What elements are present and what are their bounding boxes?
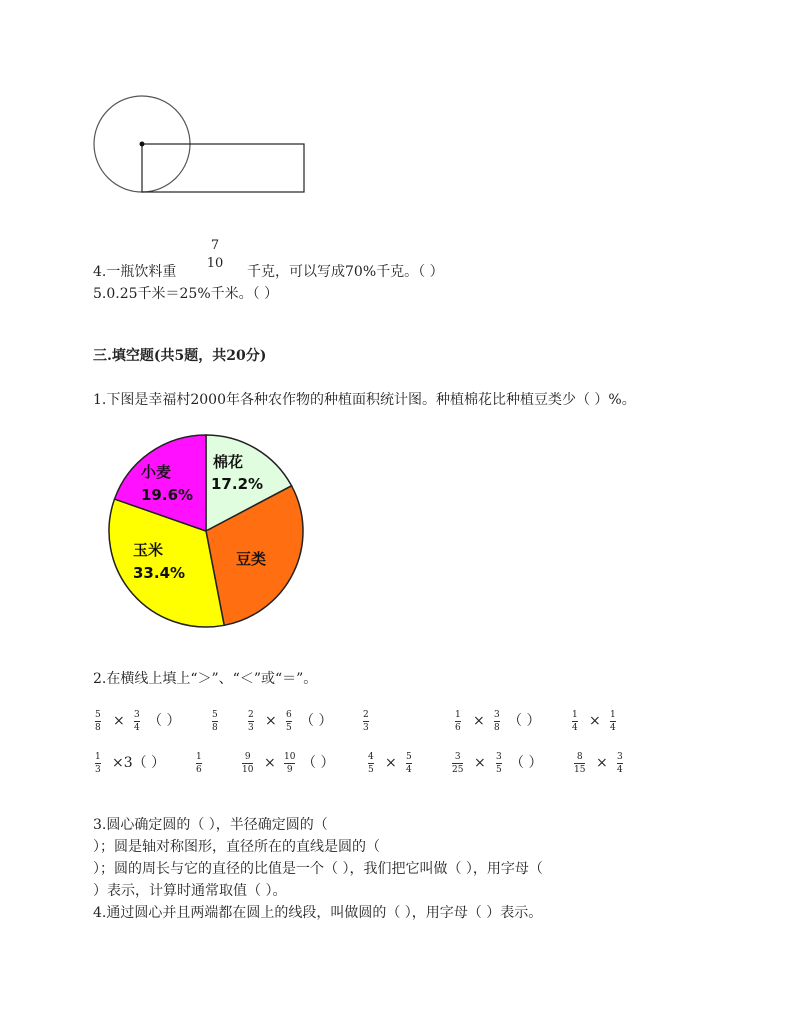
frac-a2: 3 4: [134, 710, 140, 733]
blank-e: （ ）: [302, 755, 335, 771]
q4-fraction-num: 7: [210, 238, 220, 253]
pie-label-yumi-value: 33.4%: [133, 564, 186, 582]
frac-f3: 8 15: [574, 752, 586, 775]
frac-c3: 1 4: [572, 710, 578, 733]
frac-b2: 6 5: [286, 710, 292, 733]
frac-c2: 3 8: [494, 710, 500, 733]
frac-a3: 5 8: [212, 710, 218, 733]
frac-e2: 10 9: [284, 752, 296, 775]
q4-suffix: 千克，可以写成70%千克。（ ）: [247, 264, 444, 280]
pie-label-mianhua-value: 17.2%: [211, 475, 264, 493]
frac-e1: 9 10: [242, 752, 254, 775]
fill1-text: 1.下图是幸福村2000年各种农作物的种植面积统计图。种植棉花比种植豆类少（ ）%。: [93, 392, 636, 408]
blank-f: （ ）: [510, 755, 543, 771]
times-sign: ×: [265, 713, 277, 729]
blank-c: （ ）: [508, 713, 541, 729]
frac-d2: 1 6: [196, 752, 202, 775]
frac-c1: 1 6: [455, 710, 461, 733]
times-sign: ×: [385, 755, 397, 771]
times-sign: ×: [589, 713, 601, 729]
q4-fraction: [205, 238, 225, 271]
pie-slices: [109, 435, 303, 627]
fill3-line2: ）；圆是轴对称图形，直径所在的直线是圆的（: [93, 839, 380, 855]
frac-b1: 2 3: [248, 710, 254, 733]
fill3-line3: ）；圆的周长与它的直径的比值是一个（ ），我们把它叫做（ ），用字母（: [93, 861, 543, 877]
fraction-bar: [205, 254, 225, 255]
frac-c4: 1 4: [610, 710, 616, 733]
frac-f1: 3 25: [452, 752, 464, 775]
q4-fraction-den: 10: [206, 256, 224, 271]
frac-e3: 4 5: [368, 752, 374, 775]
times-sign: ×: [474, 755, 486, 771]
frac-f4: 3 4: [617, 752, 623, 775]
q4-prefix: 4.一瓶饮料重: [93, 264, 177, 280]
frac-b3: 2 3: [363, 710, 369, 733]
pie-label-xiaomai-value: 19.6%: [141, 486, 194, 504]
frac-d1: 1 3: [95, 752, 101, 775]
fill2-text: 2.在横线上填上“＞”、“＜”或“＝”。: [93, 671, 318, 687]
pie-label-xiaomai-name: 小麦: [141, 463, 172, 481]
times-sign: ×: [264, 755, 276, 771]
times-sign: ×: [473, 713, 485, 729]
blank-b: （ ）: [300, 713, 333, 729]
frac-f2: 3 5: [496, 752, 502, 775]
figure-center-dot: [140, 142, 145, 147]
blank-a: （ ）: [148, 713, 181, 729]
fill3-line4: ）表示，计算时通常取值（ ）。: [93, 883, 287, 899]
fill4-text: 4.通过圆心并且两端都在圆上的线段，叫做圆的（ ），用字母（ ）表示。: [93, 905, 543, 921]
pie-label-mianhua-name: 棉花: [213, 453, 244, 471]
fill3-line1: 3.圆心确定圆的（ ），半径确定圆的（: [93, 817, 328, 833]
pie-chart: [108, 432, 308, 632]
frac-e4: 5 4: [406, 752, 412, 775]
pie-label-yumi-name: 玉米: [133, 541, 164, 559]
circle-rectangle-figure: [90, 92, 310, 197]
q5-text: 5.0.25千米＝25%千米。（ ）: [93, 286, 279, 302]
pie-label-doulei-name: 豆类: [236, 550, 267, 568]
frac-a1: 5 8: [95, 710, 101, 733]
section-heading: 三.填空题(共5题，共20分): [93, 348, 267, 364]
times-sign: ×: [113, 713, 125, 729]
times-sign: ×: [596, 755, 608, 771]
times-three-blank: ×3（ ）: [112, 755, 166, 771]
